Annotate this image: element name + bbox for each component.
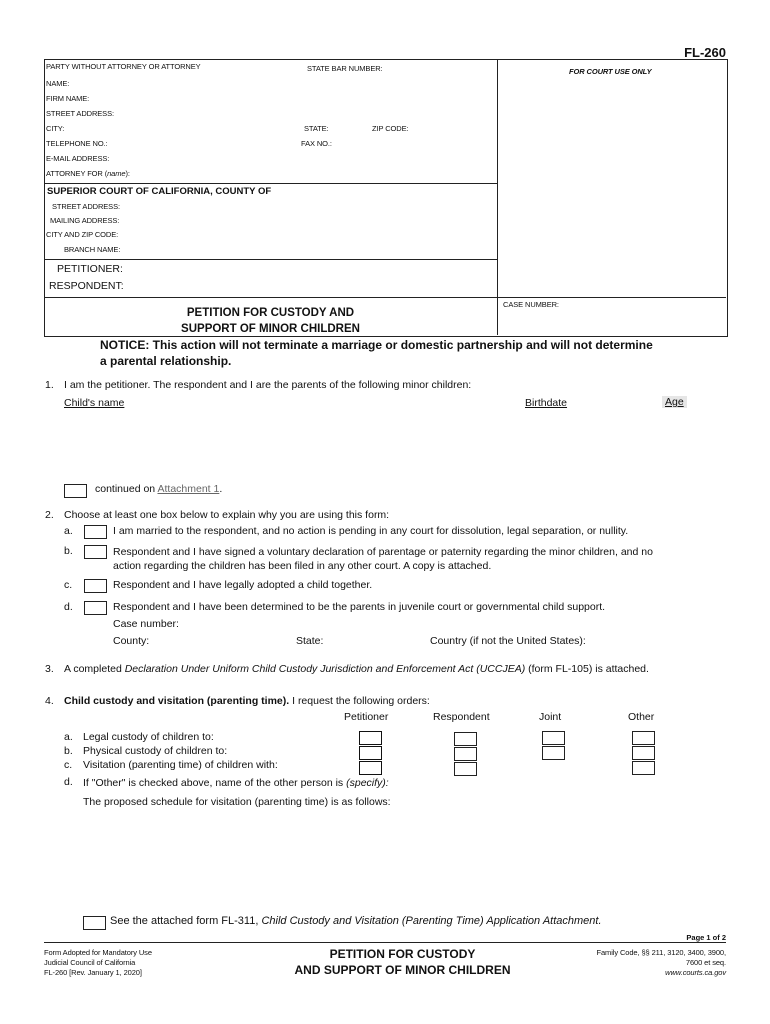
fax-label: FAX NO.: bbox=[301, 139, 332, 148]
item-4c-text: Visitation (parenting time) of children with: bbox=[83, 759, 278, 771]
court-branch-label: BRANCH NAME: bbox=[64, 245, 121, 254]
court-title: SUPERIOR COURT OF CALIFORNIA, COUNTY OF bbox=[47, 186, 272, 197]
item-2d-letter: d. bbox=[64, 601, 73, 613]
firm-label: FIRM NAME: bbox=[46, 94, 90, 103]
col-respondent: Respondent bbox=[433, 711, 490, 723]
item-2-number: 2. bbox=[45, 509, 54, 521]
email-label: E-MAIL ADDRESS: bbox=[46, 154, 110, 163]
footer-title-line-2: AND SUPPORT OF MINOR CHILDREN bbox=[294, 963, 511, 977]
item-4a-text: Legal custody of children to: bbox=[83, 731, 214, 743]
attorney-for-label: ATTORNEY FOR (name): bbox=[46, 169, 130, 178]
item-2b-checkbox[interactable] bbox=[84, 545, 107, 559]
visitation-schedule-text: The proposed schedule for visitation (parenting time) is as follows: bbox=[83, 796, 391, 808]
caption-divider-court bbox=[44, 183, 497, 184]
item-1-text: I am the petitioner. The respondent and I are the parents of the following minor children: bbox=[64, 379, 472, 391]
item-3-text: A completed Declaration Under Uniform Child Custody Jurisdiction and Enforcement Act (UCCJEA) (form FL-105) is attached. bbox=[64, 663, 649, 675]
continued-text: continued on Attachment 1. bbox=[95, 483, 223, 495]
party-label: PARTY WITHOUT ATTORNEY OR ATTORNEY bbox=[46, 62, 201, 71]
court-use-label: FOR COURT USE ONLY bbox=[569, 67, 652, 76]
city-label: CITY: bbox=[46, 124, 65, 133]
footer-left-line-2: Judicial Council of California bbox=[44, 958, 136, 967]
item-2b-text-line-2: action regarding the children has been filed in any other court. A copy is attached. bbox=[113, 560, 492, 572]
item-1-number: 1. bbox=[45, 379, 54, 391]
item-2-text: Choose at least one box below to explain why you are using this form: bbox=[64, 509, 390, 521]
visitation-other-checkbox[interactable] bbox=[632, 761, 655, 775]
county-field-label: County: bbox=[113, 635, 150, 647]
footer-right-line-1: Family Code, §§ 211, 3120, 3400, 3900, bbox=[596, 948, 726, 957]
title-line-1: PETITION FOR CUSTODY AND bbox=[186, 307, 355, 319]
item-2a-letter: a. bbox=[64, 525, 73, 537]
physical-custody-petitioner-checkbox[interactable] bbox=[359, 746, 382, 760]
legal-custody-respondent-checkbox[interactable] bbox=[454, 732, 477, 746]
courts-website-link[interactable]: www.courts.ca.gov bbox=[665, 968, 726, 977]
item-3-number: 3. bbox=[45, 663, 54, 675]
footer-title bbox=[260, 946, 545, 978]
item-2a-checkbox[interactable] bbox=[84, 525, 107, 539]
page-title bbox=[44, 305, 497, 337]
case-number-field-label: Case number: bbox=[113, 618, 179, 630]
petitioner-label: PETITIONER: bbox=[57, 263, 123, 275]
street-label: STREET ADDRESS: bbox=[46, 109, 114, 118]
item-4c-letter: c. bbox=[64, 759, 73, 771]
name-label: NAME: bbox=[46, 79, 70, 88]
fl-311-text: See the attached form FL-311, Child Custody and Visitation (Parenting Time) Application Attachment. bbox=[110, 915, 602, 927]
form-id: FL-260 bbox=[684, 45, 726, 60]
legal-custody-petitioner-checkbox[interactable] bbox=[359, 731, 382, 745]
notice-line-1: NOTICE: This action will not terminate a marriage or domestic partnership and will not determine bbox=[100, 338, 653, 352]
visitation-petitioner-checkbox[interactable] bbox=[359, 761, 382, 775]
item-4-heading: Child custody and visitation (parenting time). I request the following orders: bbox=[64, 695, 430, 707]
item-2d-checkbox[interactable] bbox=[84, 601, 107, 615]
item-4b-text: Physical custody of children to: bbox=[83, 745, 228, 757]
phone-label: TELEPHONE NO.: bbox=[46, 139, 108, 148]
state-bar-label: STATE BAR NUMBER: bbox=[307, 64, 383, 73]
footer-title-line-1: PETITION FOR CUSTODY bbox=[329, 947, 476, 961]
item-2c-letter: c. bbox=[64, 579, 73, 591]
item-4d-letter: d. bbox=[64, 776, 73, 788]
country-field-label: Country (if not the United States): bbox=[430, 635, 586, 647]
col-birthdate: Birthdate bbox=[525, 397, 568, 409]
court-mailing-label: MAILING ADDRESS: bbox=[50, 216, 120, 225]
visitation-respondent-checkbox[interactable] bbox=[454, 762, 477, 776]
caption-vertical-divider bbox=[497, 59, 498, 335]
item-2b-letter: b. bbox=[64, 545, 73, 557]
legal-custody-other-checkbox[interactable] bbox=[632, 731, 655, 745]
footer-rule bbox=[44, 942, 726, 943]
case-number-label: CASE NUMBER: bbox=[503, 300, 559, 309]
page-number: Page 1 of 2 bbox=[686, 933, 726, 942]
court-street-label: STREET ADDRESS: bbox=[52, 202, 120, 211]
court-cityzip-label: CITY AND ZIP CODE: bbox=[46, 230, 119, 239]
footer-left-line-3: FL-260 [Rev. January 1, 2020] bbox=[44, 968, 142, 977]
state-label: STATE: bbox=[304, 124, 329, 133]
item-2d-text: Respondent and I have been determined to be the parents in juvenile court or governmental child support. bbox=[113, 601, 606, 613]
item-2b-text-line-1: Respondent and I have signed a voluntary declaration of parentage or paternity regarding the minor children, and no bbox=[113, 546, 653, 558]
col-age: Age bbox=[662, 396, 687, 408]
respondent-label: RESPONDENT: bbox=[49, 280, 124, 292]
attachment-1-link[interactable]: Attachment 1 bbox=[157, 483, 220, 495]
col-petitioner: Petitioner bbox=[344, 711, 389, 723]
item-4a-letter: a. bbox=[64, 731, 73, 743]
caption-frame bbox=[44, 59, 728, 337]
item-2b-text bbox=[113, 545, 653, 573]
item-4-number: 4. bbox=[45, 695, 54, 707]
item-4d-text: If "Other" is checked above, name of the other person is (specify): bbox=[83, 777, 389, 789]
physical-custody-other-checkbox[interactable] bbox=[632, 746, 655, 760]
notice bbox=[100, 337, 653, 369]
item-4b-letter: b. bbox=[64, 745, 73, 757]
legal-custody-joint-checkbox[interactable] bbox=[542, 731, 565, 745]
physical-custody-joint-checkbox[interactable] bbox=[542, 746, 565, 760]
zip-label: ZIP CODE: bbox=[372, 124, 409, 133]
col-other: Other bbox=[628, 711, 655, 723]
fl-311-checkbox[interactable] bbox=[83, 916, 106, 930]
item-2a-text: I am married to the respondent, and no action is pending in any court for dissolution, legal separation, or nullity. bbox=[113, 525, 629, 537]
state-field-label: State: bbox=[296, 635, 324, 647]
physical-custody-respondent-checkbox[interactable] bbox=[454, 747, 477, 761]
footer-right bbox=[597, 948, 727, 978]
item-2c-text: Respondent and I have legally adopted a child together. bbox=[113, 579, 373, 591]
caption-divider-title bbox=[44, 297, 726, 298]
col-joint: Joint bbox=[539, 711, 562, 723]
caption-divider-parties bbox=[44, 259, 497, 260]
notice-line-2: a parental relationship. bbox=[100, 354, 232, 368]
footer-left-line-1: Form Adopted for Mandatory Use bbox=[44, 948, 152, 957]
item-2c-checkbox[interactable] bbox=[84, 579, 107, 593]
footer-left bbox=[44, 948, 152, 978]
title-line-2: SUPPORT OF MINOR CHILDREN bbox=[181, 323, 360, 335]
footer-right-line-2: 7600 et seq. bbox=[685, 958, 726, 967]
continued-checkbox[interactable] bbox=[64, 484, 87, 498]
col-childs-name: Child's name bbox=[64, 397, 125, 409]
